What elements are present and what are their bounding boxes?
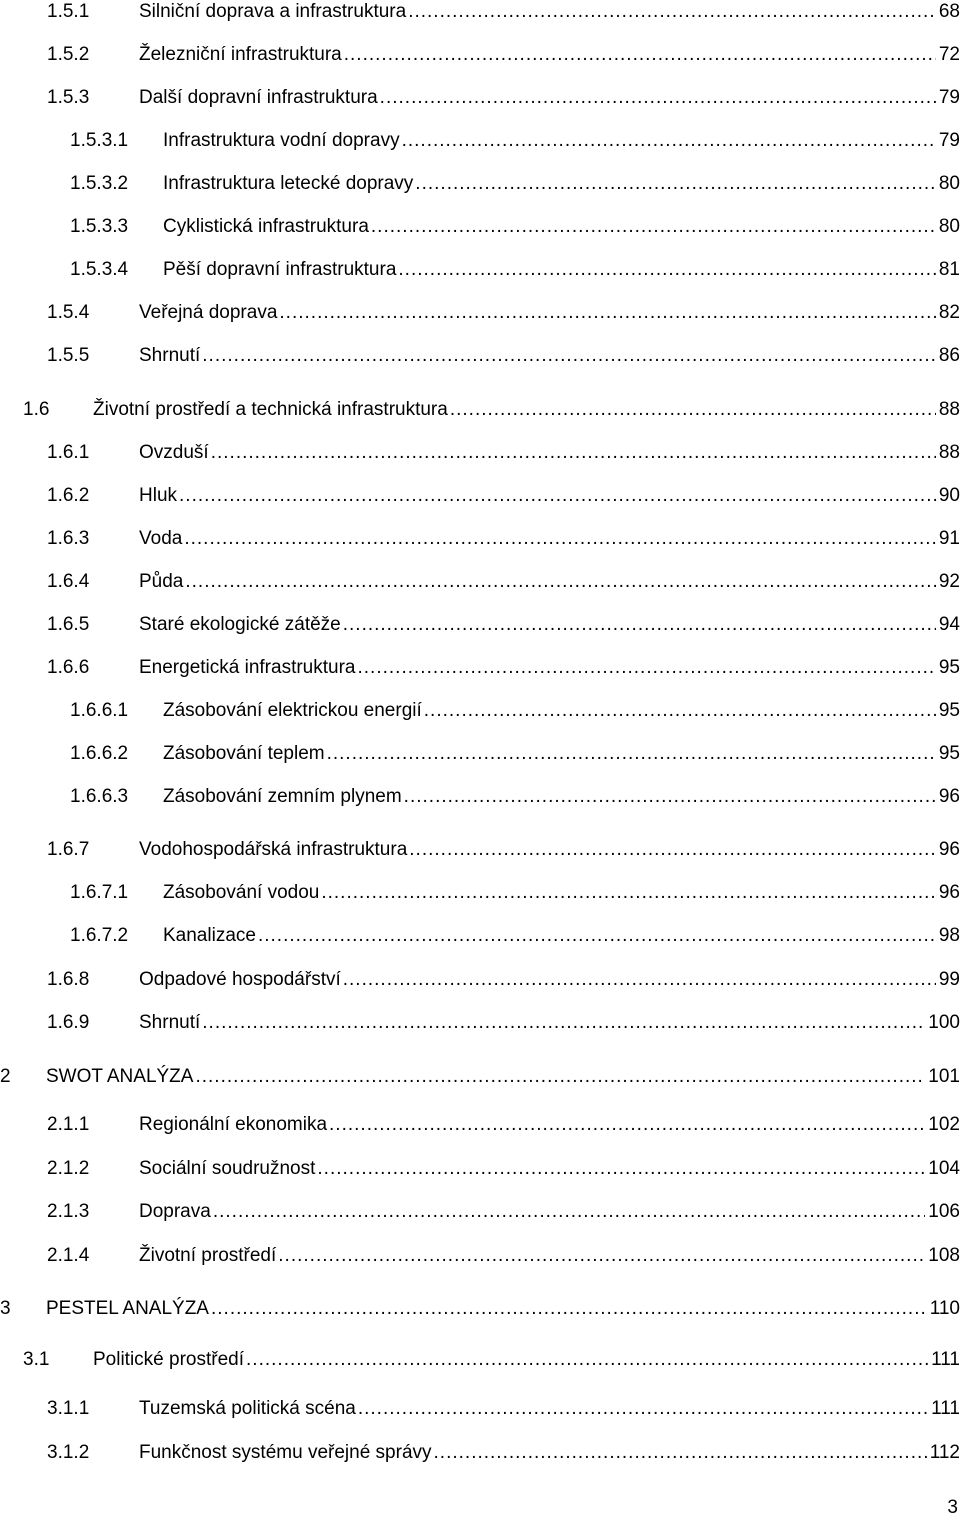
toc-entry[interactable] <box>0 83 960 113</box>
toc-entry-title: Životní prostředí <box>139 1245 277 1266</box>
toc-entry-line <box>163 878 960 908</box>
toc-dot-leader <box>195 1062 925 1092</box>
toc-entry[interactable] <box>0 341 960 371</box>
toc-dot-leader <box>321 878 936 908</box>
toc-entry[interactable] <box>0 835 960 865</box>
toc-dot-leader <box>344 40 936 70</box>
toc-entry-number: 1.5.3 <box>47 87 90 108</box>
toc-entry-number: 1.5.2 <box>47 44 90 65</box>
toc-entry-page: 112 <box>929 1442 960 1463</box>
toc-entry-title: Odpadové hospodářství <box>139 969 341 990</box>
toc-entry-page: 96 <box>938 882 960 903</box>
toc-entry-title: Další dopravní infrastruktura <box>139 87 378 108</box>
toc-entry-title: Infrastruktura vodní dopravy <box>163 130 400 151</box>
toc-entry-line <box>139 1154 960 1184</box>
toc-dot-leader <box>258 921 936 951</box>
toc-entry[interactable] <box>0 1294 960 1324</box>
toc-entry[interactable] <box>0 1241 960 1271</box>
toc-entry-line <box>163 255 960 285</box>
toc-dot-leader <box>402 126 936 156</box>
toc-entry-number: 1.6.7.2 <box>70 925 129 946</box>
toc-entry-number: 2.1.2 <box>47 1158 90 1179</box>
toc-entry-page: 111 <box>931 1398 960 1419</box>
toc-entry[interactable] <box>0 481 960 511</box>
toc-dot-leader <box>327 739 936 769</box>
toc-dot-leader <box>398 255 935 285</box>
toc-dot-leader <box>211 1294 927 1324</box>
toc-dot-leader <box>380 83 936 113</box>
toc-entry-line <box>139 40 960 70</box>
toc-entry-title: Veřejná doprava <box>139 302 278 323</box>
toc-entry-title: Ovzduší <box>139 442 209 463</box>
toc-entry-line <box>139 965 960 995</box>
toc-entry[interactable] <box>0 1438 960 1468</box>
toc-entry-page: 72 <box>938 44 960 65</box>
toc-entry-line <box>139 438 960 468</box>
toc-dot-leader <box>450 395 936 425</box>
toc-entry[interactable] <box>0 1394 960 1424</box>
toc-entry-number: 1.6.6.2 <box>70 743 129 764</box>
toc-entry-number: 1.6.1 <box>47 442 90 463</box>
toc-entry-title: Tuzemská politická scéna <box>139 1398 356 1419</box>
toc-entry-page: 95 <box>938 743 960 764</box>
toc-entry-page: 96 <box>938 786 960 807</box>
toc-entry[interactable] <box>0 653 960 683</box>
toc-entry-page: 102 <box>928 1114 960 1135</box>
toc-dot-leader <box>415 169 936 199</box>
toc-entry-number: 1.6.4 <box>47 571 90 592</box>
toc-entry-line <box>46 1062 960 1092</box>
toc-entry[interactable] <box>0 395 960 425</box>
toc-entry-page: 80 <box>938 216 960 237</box>
toc-entry[interactable] <box>0 298 960 328</box>
toc-entry[interactable] <box>0 739 960 769</box>
toc-entry[interactable] <box>0 40 960 70</box>
toc-dot-leader <box>424 696 936 726</box>
toc-entry-title: PESTEL ANALÝZA <box>46 1298 209 1319</box>
page-number: 3 <box>947 1497 958 1518</box>
toc-dot-leader <box>343 610 936 640</box>
toc-entry-page: 101 <box>928 1066 960 1087</box>
toc-entry[interactable] <box>0 1008 960 1038</box>
toc-dot-leader <box>246 1345 928 1375</box>
toc-entry-number: 3.1.1 <box>47 1398 90 1419</box>
toc-entry-title: Politické prostředí <box>93 1349 245 1370</box>
toc-entry-page: 79 <box>938 130 960 151</box>
toc-entry[interactable] <box>0 696 960 726</box>
toc-entry-line <box>139 481 960 511</box>
toc-entry-line <box>139 341 960 371</box>
toc-entry[interactable] <box>0 212 960 242</box>
toc-entry-title: Shrnutí <box>139 345 201 366</box>
toc-entry-title: Silniční doprava a infrastruktura <box>139 1 407 22</box>
toc-entry-page: 95 <box>938 700 960 721</box>
toc-entry-title: Regionální ekonomika <box>139 1114 328 1135</box>
toc-entry-title: Cyklistická infrastruktura <box>163 216 369 237</box>
toc-entry-line <box>139 1241 960 1271</box>
toc-entry-line <box>139 1008 960 1038</box>
toc-entry[interactable] <box>0 1345 960 1375</box>
toc-dot-leader <box>408 0 936 27</box>
toc-entry-page: 88 <box>938 399 960 420</box>
toc-entry-page: 98 <box>938 925 960 946</box>
toc-dot-leader <box>358 1394 928 1424</box>
toc-entry-title: Půda <box>139 571 184 592</box>
toc-dot-leader <box>434 1438 927 1468</box>
toc-entry-page: 79 <box>938 87 960 108</box>
toc-entry-title: Zásobování vodou <box>163 882 320 903</box>
toc-entry-number: 2.1.4 <box>47 1245 90 1266</box>
toc-dot-leader <box>185 567 935 597</box>
toc-entry-number: 1.6.7.1 <box>70 882 129 903</box>
toc-entry-page: 80 <box>938 173 960 194</box>
toc-entry-page: 68 <box>938 1 960 22</box>
toc-entry-page: 108 <box>928 1245 960 1266</box>
toc-entry-title: Kanalizace <box>163 925 256 946</box>
toc-entry-number: 1.5.3.2 <box>70 173 129 194</box>
toc-entry-line <box>139 610 960 640</box>
toc-entry-line <box>139 567 960 597</box>
toc-entry[interactable] <box>0 1062 960 1092</box>
toc-entry-title: Zásobování zemním plynem <box>163 786 402 807</box>
toc-entry[interactable] <box>0 255 960 285</box>
toc-entry-number: 3.1.2 <box>47 1442 90 1463</box>
toc-dot-leader <box>358 653 936 683</box>
toc-entry-number: 1.6.8 <box>47 969 90 990</box>
toc-entry-number: 1.6.9 <box>47 1012 90 1033</box>
toc-entry-number: 1.6.3 <box>47 528 90 549</box>
toc-dot-leader <box>202 1008 925 1038</box>
toc-entry-number: 2.1.3 <box>47 1201 90 1222</box>
toc-dot-leader <box>371 212 936 242</box>
toc-entry[interactable] <box>0 169 960 199</box>
toc-entry-line <box>139 1394 960 1424</box>
toc-entry-page: 110 <box>929 1298 960 1319</box>
toc-entry-title: Shrnutí <box>139 1012 201 1033</box>
toc-dot-leader <box>317 1154 925 1184</box>
toc-entry[interactable] <box>0 438 960 468</box>
toc-entry-line <box>139 1110 960 1140</box>
toc-entry-line <box>139 0 960 27</box>
toc-entry-title: Infrastruktura letecké dopravy <box>163 173 414 194</box>
toc-entry-number: 1.6 <box>23 399 50 420</box>
toc-entry[interactable] <box>0 921 960 951</box>
toc-entry-title: Voda <box>139 528 183 549</box>
toc-dot-leader <box>409 835 936 865</box>
toc-dot-leader <box>343 965 936 995</box>
toc-dot-leader <box>404 782 936 812</box>
toc-entry-line <box>139 835 960 865</box>
toc-entry-number: 1.5.3.4 <box>70 259 129 280</box>
toc-entry-number: 1.6.6.3 <box>70 786 129 807</box>
toc-entry-number: 1.5.4 <box>47 302 90 323</box>
toc-entry-title: Pěší dopravní infrastruktura <box>163 259 397 280</box>
toc-entry-number: 2 <box>0 1066 11 1087</box>
toc-entry-number: 1.6.7 <box>47 839 90 860</box>
toc-entry-page: 94 <box>938 614 960 635</box>
toc-dot-leader <box>278 1241 925 1271</box>
toc-entry[interactable] <box>0 1110 960 1140</box>
toc-entry-line <box>163 782 960 812</box>
toc-entry-page: 104 <box>928 1158 960 1179</box>
toc-entry[interactable] <box>0 610 960 640</box>
toc-entry-title: Zásobování elektrickou energií <box>163 700 422 721</box>
toc-entry-page: 88 <box>938 442 960 463</box>
toc-dot-leader <box>213 1197 925 1227</box>
toc-entry[interactable] <box>0 1154 960 1184</box>
toc-entry-number: 1.6.5 <box>47 614 90 635</box>
toc-entry-title: Energetická infrastruktura <box>139 657 356 678</box>
toc-entry[interactable] <box>0 0 960 27</box>
toc-dot-leader <box>211 438 936 468</box>
toc-entry-number: 2.1.1 <box>47 1114 90 1135</box>
toc-entry-line <box>139 1197 960 1227</box>
toc-entry-page: 99 <box>938 969 960 990</box>
toc-entry-number: 3 <box>0 1298 11 1319</box>
toc-entry-number: 1.5.3.3 <box>70 216 129 237</box>
toc-entry-number: 3.1 <box>23 1349 50 1370</box>
toc-entry-title: Funkčnost systému veřejné správy <box>139 1442 432 1463</box>
toc-entry-line <box>93 395 960 425</box>
toc-entry-title: Doprava <box>139 1201 211 1222</box>
toc-dot-leader <box>184 524 936 554</box>
toc-entry[interactable] <box>0 567 960 597</box>
toc-entry-line <box>139 524 960 554</box>
toc-entry-page: 92 <box>938 571 960 592</box>
toc-entry-title: Sociální soudružnost <box>139 1158 316 1179</box>
toc-entry-title: Hluk <box>139 485 178 506</box>
toc-entry-number: 1.6.6 <box>47 657 90 678</box>
toc-entry-number: 1.6.6.1 <box>70 700 129 721</box>
toc-entry-page: 86 <box>938 345 960 366</box>
toc-entry-line <box>139 653 960 683</box>
toc-entry-title: Zásobování teplem <box>163 743 325 764</box>
toc-entry-page: 106 <box>928 1201 960 1222</box>
toc-entry-number: 1.5.5 <box>47 345 90 366</box>
toc-entry-page: 91 <box>938 528 960 549</box>
toc-entry-line <box>139 1438 960 1468</box>
toc-entry-title: Životní prostředí a technická infrastruktura <box>93 399 448 420</box>
toc-entry-line <box>163 126 960 156</box>
toc-entry-line <box>163 739 960 769</box>
toc-entry-line <box>46 1294 960 1324</box>
toc-entry-line <box>139 298 960 328</box>
toc-dot-leader <box>202 341 936 371</box>
toc-entry-page: 100 <box>928 1012 960 1033</box>
toc-entry-line <box>93 1345 960 1375</box>
toc-entry-title: Staré ekologické zátěže <box>139 614 341 635</box>
toc-dot-leader <box>279 298 935 328</box>
toc-entry-title: Vodohospodářská infrastruktura <box>139 839 408 860</box>
toc-entry-number: 1.5.3.1 <box>70 130 129 151</box>
toc-entry[interactable] <box>0 1197 960 1227</box>
toc-entry[interactable] <box>0 524 960 554</box>
toc-entry-number: 1.5.1 <box>47 1 90 22</box>
toc-entry-page: 111 <box>931 1349 960 1370</box>
toc-entry[interactable] <box>0 965 960 995</box>
toc-entry[interactable] <box>0 126 960 156</box>
toc-entry-line <box>163 212 960 242</box>
toc-dot-leader <box>179 481 936 511</box>
toc-entry-page: 96 <box>938 839 960 860</box>
toc-entry-title: Železniční infrastruktura <box>139 44 342 65</box>
toc-entry-page: 90 <box>938 485 960 506</box>
toc-entry-line <box>163 696 960 726</box>
toc-entry-title: SWOT ANALÝZA <box>46 1066 194 1087</box>
toc-entry-page: 95 <box>938 657 960 678</box>
toc-entry-line <box>139 83 960 113</box>
toc-entry-line <box>163 921 960 951</box>
toc-entry-page: 81 <box>938 259 960 280</box>
toc-entry-number: 1.6.2 <box>47 485 90 506</box>
toc-entry-line <box>163 169 960 199</box>
toc-entry[interactable] <box>0 878 960 908</box>
toc-entry-page: 82 <box>938 302 960 323</box>
toc-entry[interactable] <box>0 782 960 812</box>
toc-dot-leader <box>329 1110 925 1140</box>
